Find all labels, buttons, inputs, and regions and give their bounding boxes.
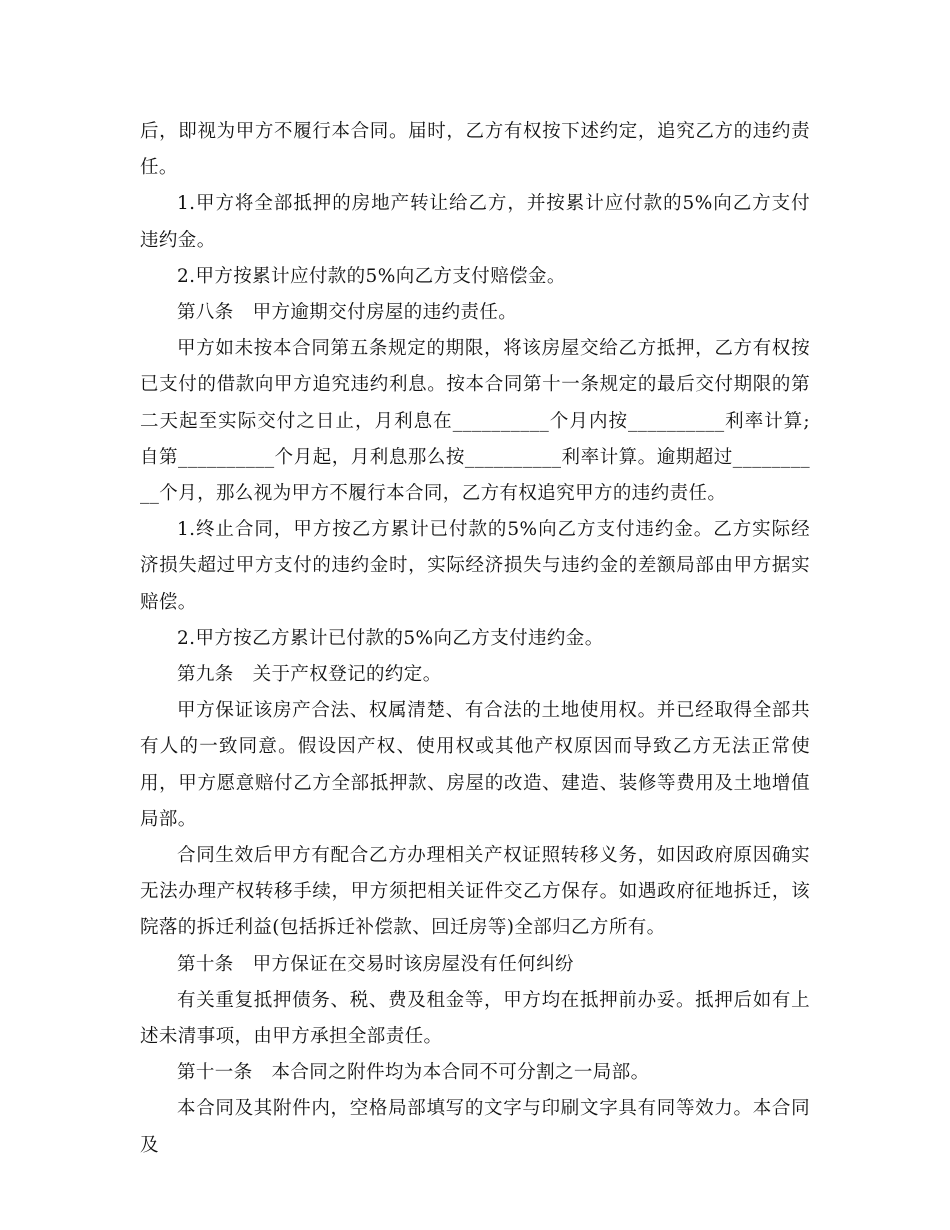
article-8-item-2: 2.甲方按乙方累计已付款的5%向乙方支付违约金。 bbox=[177, 627, 604, 649]
article-8-heading: 第八条 甲方逾期交付房屋的违约责任。 bbox=[177, 302, 518, 324]
article-11-heading: 第十一条 本合同之附件均为本合同不可分割之一局部。 bbox=[177, 1062, 650, 1084]
paragraph-continuation: 后，即视为甲方不履行本合同。届时，乙方有权按下述约定，追究乙方的违约责任。 bbox=[140, 121, 810, 179]
article-10-heading: 第十条 甲方保证在交易时该房屋没有任何纠纷 bbox=[177, 953, 574, 975]
paragraph-item-1-transfer: 1.甲方将全部抵押的房地产转让给乙方，并按累计应付款的5%向乙方支付违约金。 bbox=[140, 193, 810, 251]
article-11-body: 本合同及其附件内，空格局部填写的文字与印刷文字具有同等效力。本合同及 bbox=[140, 1098, 810, 1156]
article-9-heading: 第九条 关于产权登记的约定。 bbox=[177, 664, 442, 686]
article-9-body-1: 甲方保证该房产合法、权属清楚、有合法的土地使用权。并已经取得全部共有人的一致同意。假设因产权、使用权或其他产权原因而导致乙方无法正常使用，甲方愿意赔付乙方全部抵押款、房屋的改造、建造、装修等费用及土地增值局部。 bbox=[140, 700, 810, 830]
article-10-body: 有关重复抵押债务、税、费及租金等，甲方均在抵押前办妥。抵押后如有上述未清事项，由甲方承担全部责任。 bbox=[140, 989, 810, 1048]
article-8-item-1: 1.终止合同，甲方按乙方累计已付款的5%向乙方支付违约金。乙方实际经济损失超过甲方支付的违约金时，实际经济损失与违约金的差额局部由甲方据实赔偿。 bbox=[140, 519, 810, 613]
article-9-body-2: 合同生效后甲方有配合乙方办理相关产权证照转移义务，如因政府原因确实无法办理产权转移手续，甲方须把相关证件交乙方保存。如遇政府征地拆迁，该院落的拆迁利益(包括拆迁补偿款、回迁房等)全部归乙方所有。 bbox=[140, 845, 810, 939]
paragraph-item-2-compensation: 2.甲方按累计应付款的5%向乙方支付赔偿金。 bbox=[177, 265, 566, 287]
article-8-body: 甲方如未按本合同第五条规定的期限，将该房屋交给乙方抵押，乙方有权按已支付的借款向甲方追究违约利息。按本合同第十一条规定的最后交付期限的第二天起至实际交付之日止，月利息在__________个月内按__________利率计算;自第__________个月起，月利息那么按__________利率计算。逾期超过__________个月，那么视为甲方不履行本合同，乙方有权追究甲方的违约责任。 bbox=[140, 338, 810, 505]
